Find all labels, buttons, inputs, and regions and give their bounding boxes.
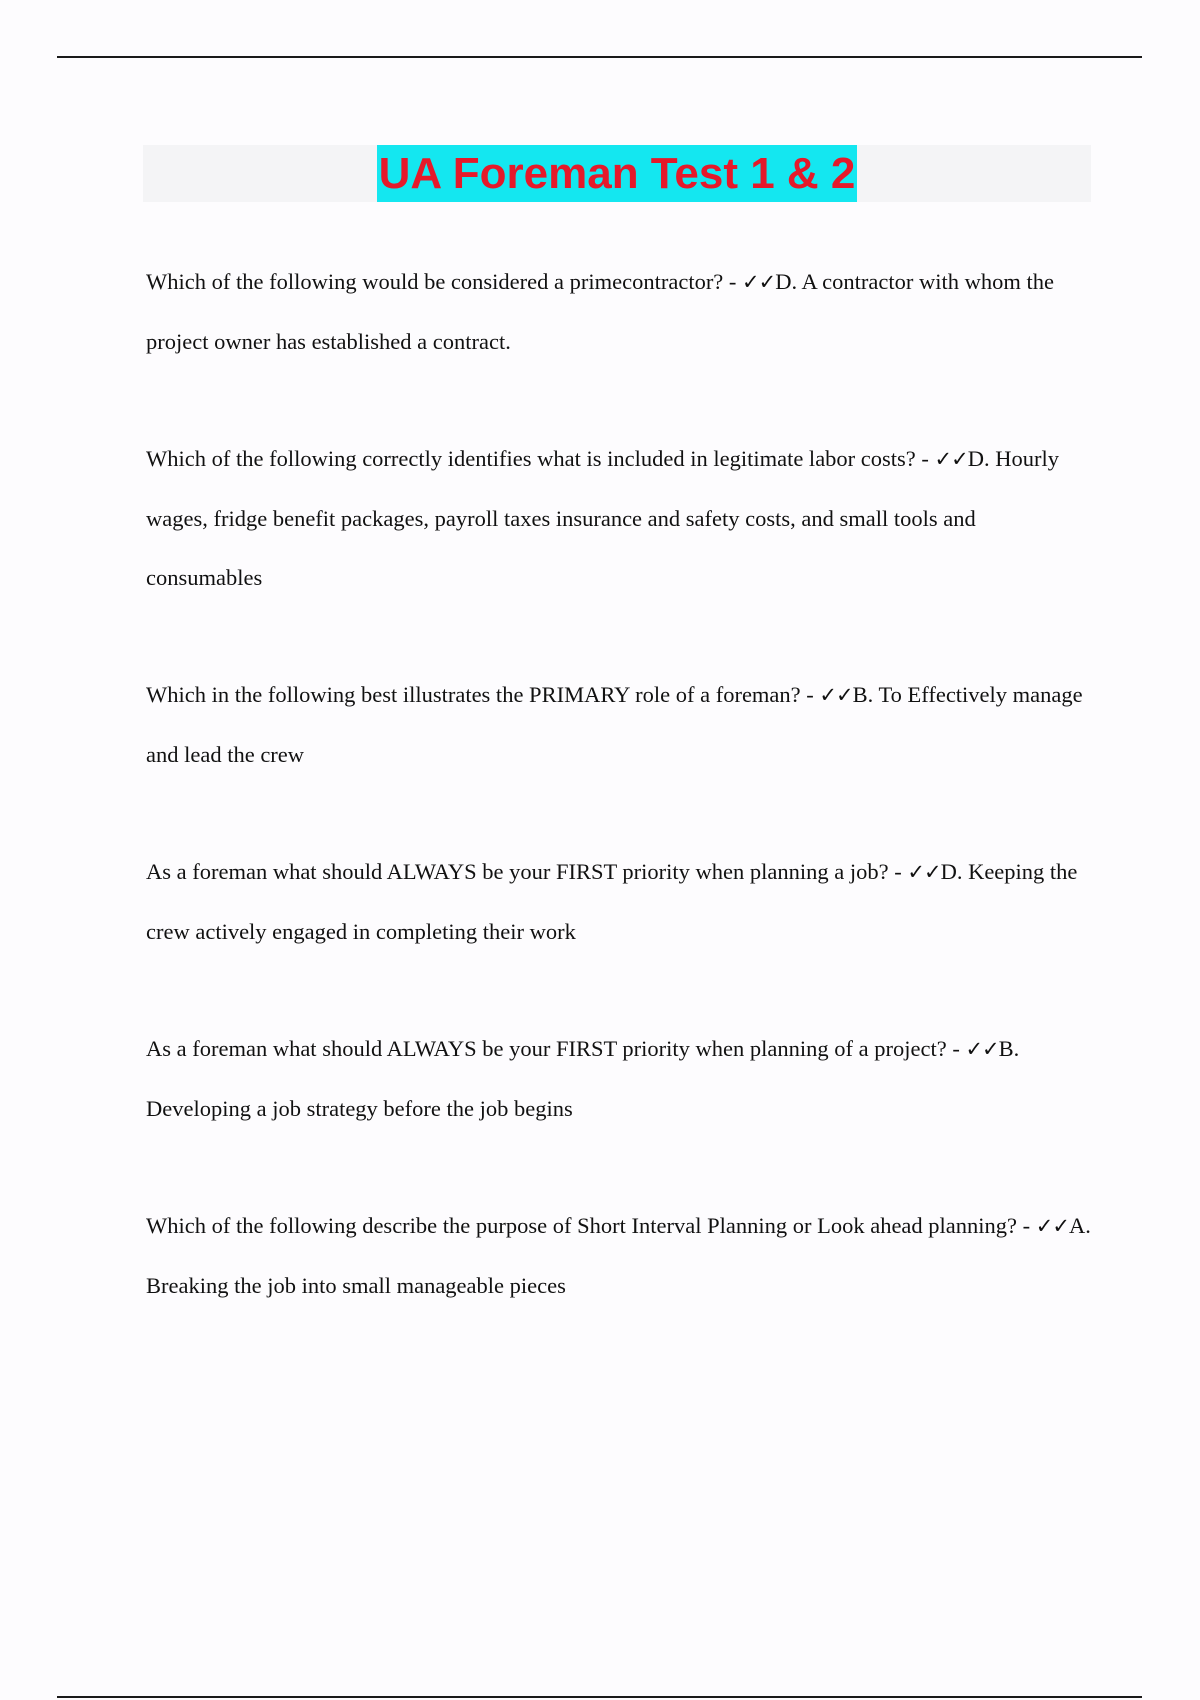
double-check-icon: ✓✓ [965,1037,999,1061]
title-band [143,145,1091,202]
qa-item [146,429,1096,607]
question-text: Which of the following describe the purpose of Short Interval Planning or Look ahead planning? - [146,1213,1036,1238]
question-text: Which in the following best illustrates the PRIMARY role of a foreman? - [146,682,820,707]
answer-text: D. Keeping the crew actively engaged in completing their work [146,859,1078,944]
answer-text: B. Developing a job strategy before the job begins [146,1036,1020,1121]
question-text: Which of the following correctly identifies what is included in legitimate labor costs? - [146,446,935,471]
answer-text: B. To Effectively manage and lead the crew [146,682,1083,767]
question-text: As a foreman what should ALWAYS be your FIRST priority when planning a job? - [146,859,908,884]
qa-item [146,665,1096,784]
double-check-icon: ✓✓ [907,860,941,884]
top-rule [57,56,1142,58]
double-check-icon: ✓✓ [742,270,776,294]
answer-text: D. Hourly wages, fridge benefit packages, payroll taxes insurance and safety costs, and small tools and consumables [146,446,1059,590]
qa-item [146,842,1096,961]
qa-list [146,252,1096,1315]
double-check-icon: ✓✓ [1035,1214,1069,1238]
double-check-icon: ✓✓ [819,683,853,707]
bottom-rule [57,1696,1142,1698]
question-text: As a foreman what should ALWAYS be your FIRST priority when planning of a project? - [146,1036,966,1061]
question-text: Which of the following would be considered a primecontractor? - [146,269,743,294]
double-check-icon: ✓✓ [934,447,968,471]
qa-item [146,1196,1096,1315]
answer-text: A. Breaking the job into small manageable pieces [146,1213,1091,1298]
document-title: UA Foreman Test 1 & 2 [377,145,858,202]
answer-text: D. A contractor with whom the project owner has established a contract. [146,269,1054,354]
qa-item [146,1019,1096,1138]
qa-item [146,252,1096,371]
